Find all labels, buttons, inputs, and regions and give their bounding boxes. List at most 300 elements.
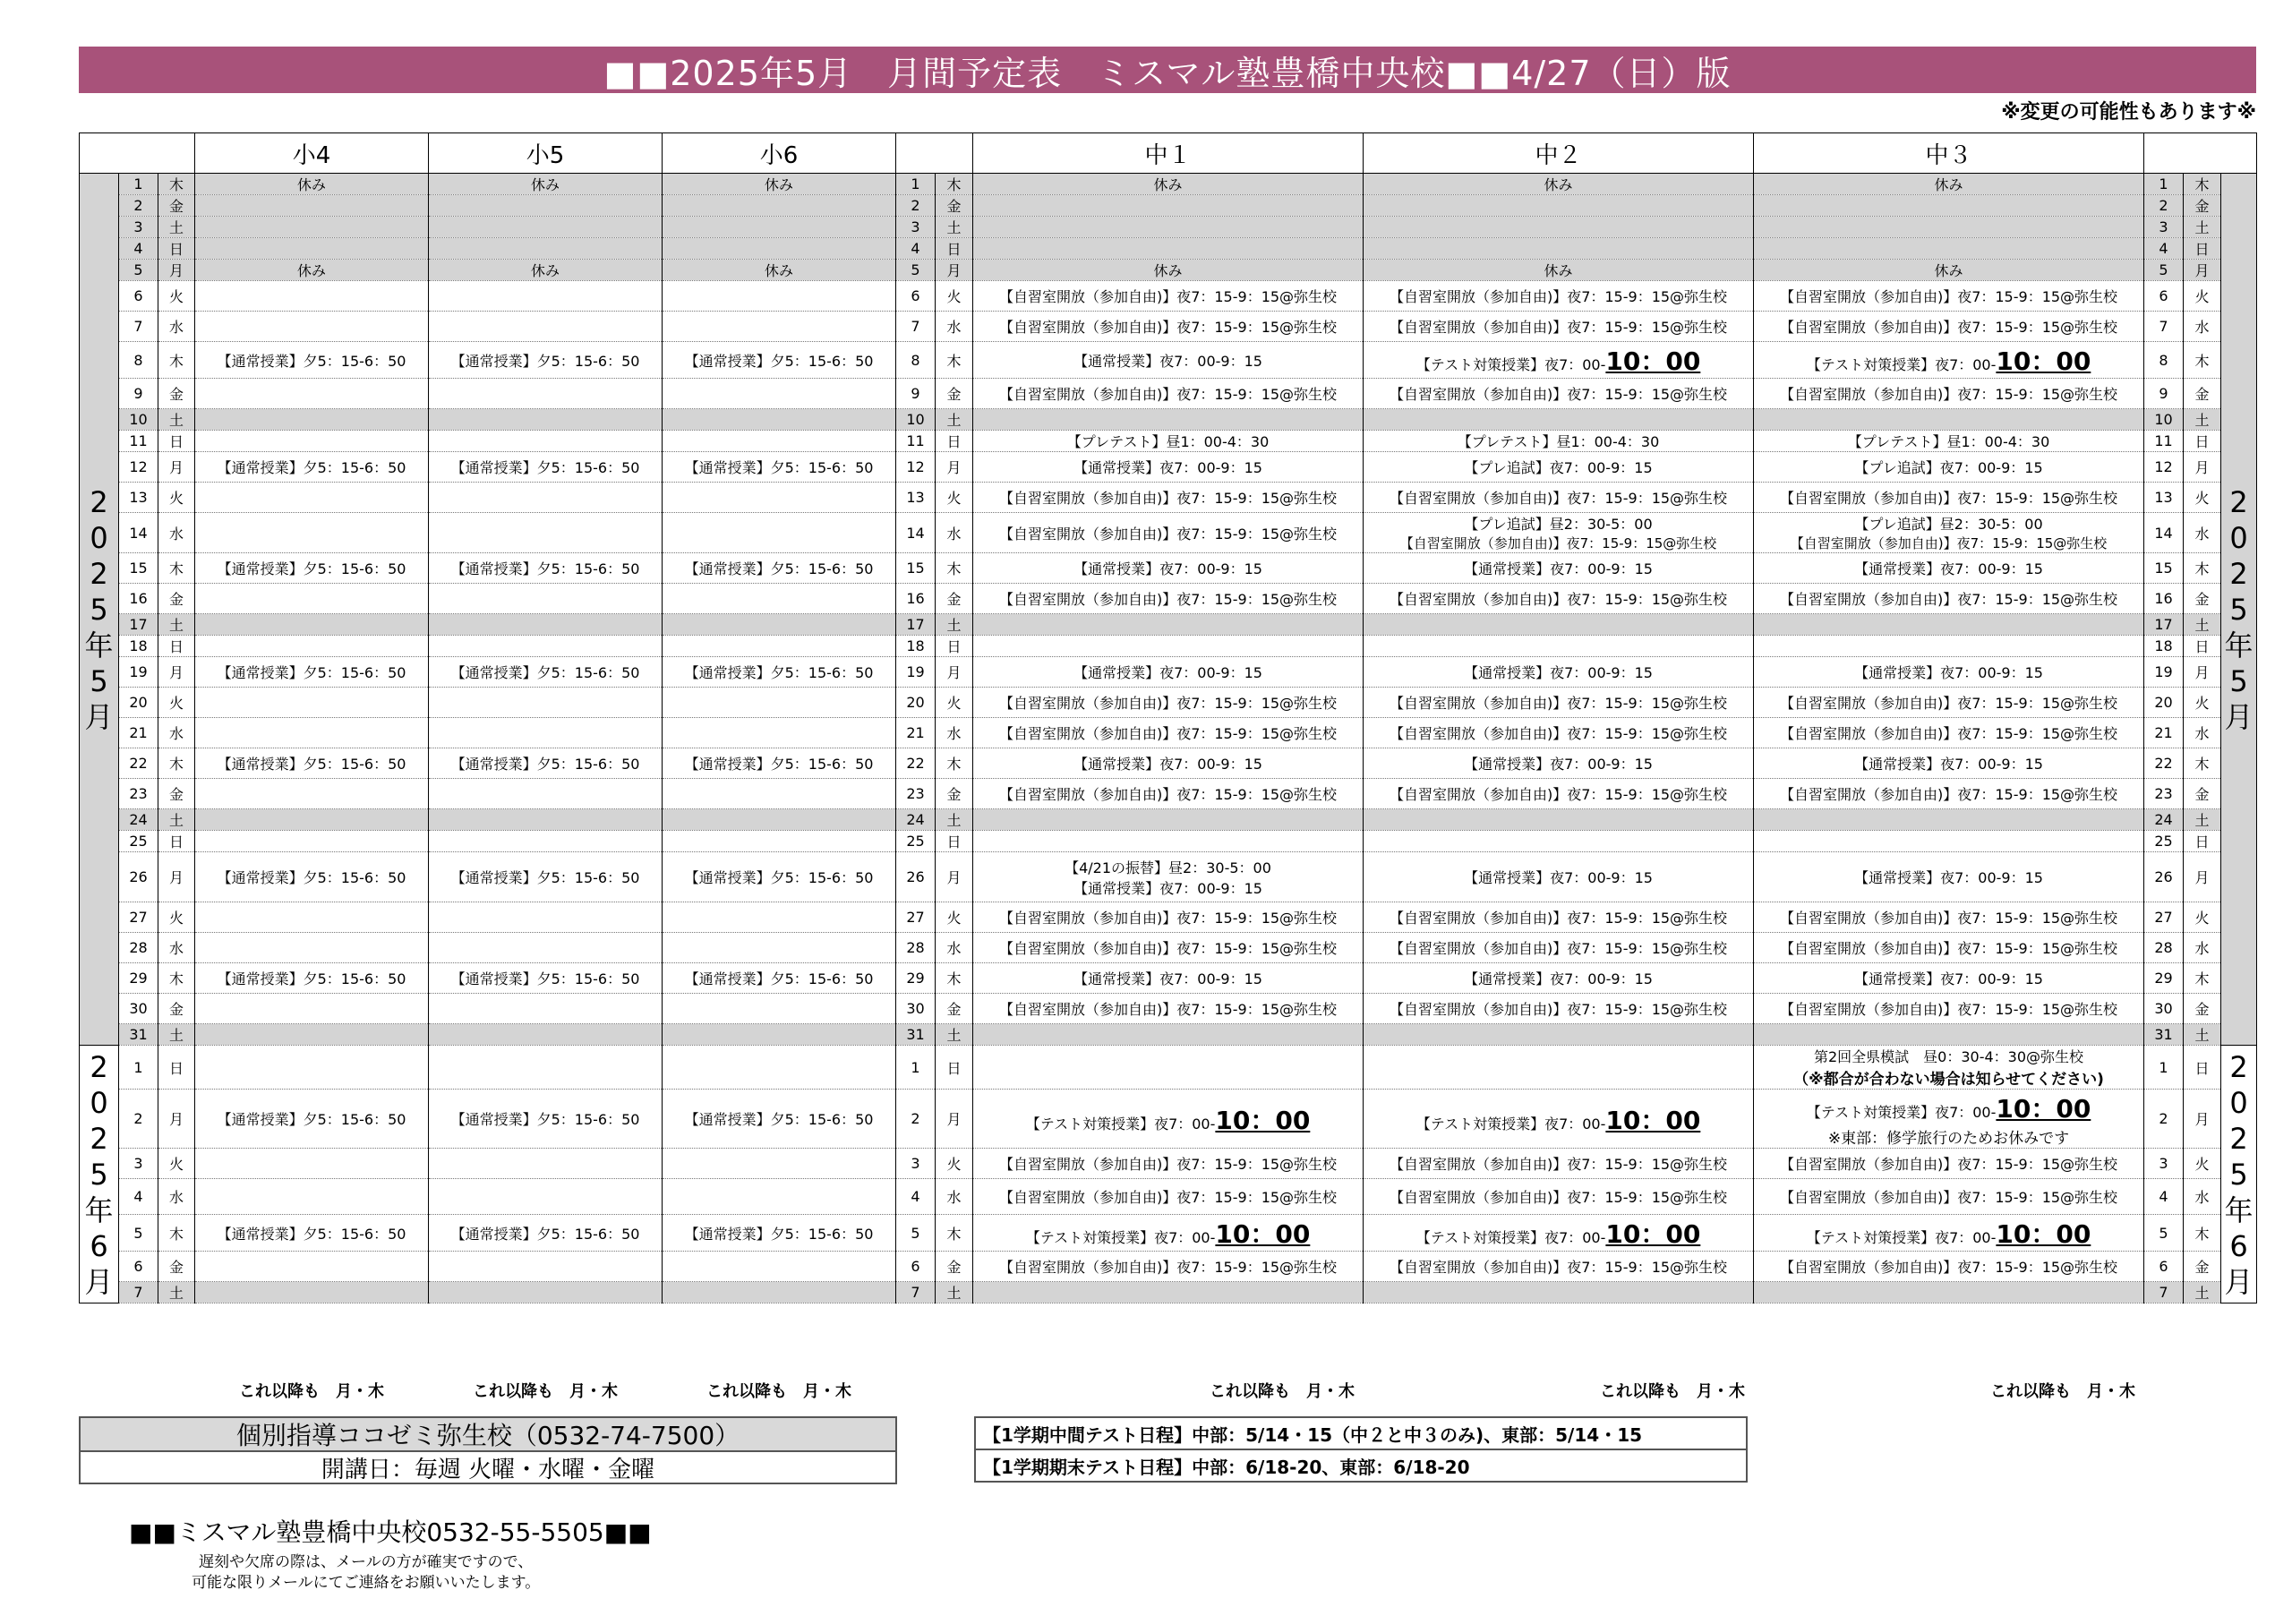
event-cell-m3 [1754, 452, 2144, 483]
event-cell-e4 [195, 748, 429, 779]
event-cell-m2 [1364, 963, 1754, 994]
weekday: 日 [158, 238, 195, 260]
weekday: 水 [158, 933, 195, 963]
table-row [80, 831, 2257, 852]
continue-note: これ以降も 月・木 [473, 1382, 618, 1401]
weekday: 日 [936, 238, 973, 260]
continue-note: これ以降も 月・木 [1990, 1382, 2135, 1401]
holiday-label: 休み [1153, 262, 1183, 279]
day-number: 25 [119, 831, 158, 852]
event-cell-m1 [973, 1046, 1364, 1090]
day-number: 15 [2144, 553, 2184, 584]
weekday: 月 [2184, 452, 2221, 483]
event-cell-e5 [429, 688, 663, 718]
event-cell-e6 [663, 688, 896, 718]
event-cell-e5 [429, 431, 663, 452]
holiday-label: 休み [765, 262, 794, 279]
day-number: 1 [119, 1046, 158, 1090]
day-number: 9 [119, 379, 158, 409]
weekday: 火 [158, 483, 195, 513]
weekday: 月 [936, 260, 973, 281]
weekday: 土 [936, 614, 973, 636]
holiday-label: 休み [531, 176, 560, 193]
self-study-event: 【自習室開放（参加自由)】夜7：15-9：15@弥生校 [1389, 725, 1728, 742]
self-study-event: 【自習室開放（参加自由)】夜7：15-9：15@弥生校 [1389, 1259, 1728, 1276]
event-cell-m3 [1754, 238, 2144, 260]
table-row [80, 994, 2257, 1024]
test-prep-event: 【テスト対策授業】夜7：00- [1806, 1229, 1997, 1246]
test-prep-event: 【テスト対策授業】夜7：00- [1806, 1104, 1997, 1121]
regular-class-event: 【通常授業】夜7：00-9：15 [1073, 459, 1262, 476]
day-number: 20 [896, 688, 936, 718]
day-number: 6 [2144, 281, 2184, 312]
schedule-table [79, 132, 2257, 1303]
event-cell-e6 [663, 1252, 896, 1282]
day-number: 29 [119, 963, 158, 994]
weekday: 木 [2184, 174, 2221, 195]
day-number: 11 [119, 431, 158, 452]
regular-class-event: 【通常授業】夕5：15-6：50 [450, 664, 640, 681]
day-number: 9 [2144, 379, 2184, 409]
weekday: 水 [158, 312, 195, 342]
event-cell-e4 [195, 1252, 429, 1282]
test-prep-event: 【テスト対策授業】夜7：00- [1025, 1115, 1216, 1133]
day-number: 12 [119, 452, 158, 483]
event-cell-e5 [429, 1282, 663, 1303]
weekday: 火 [936, 688, 973, 718]
col-header-e5: 小5 [429, 133, 663, 174]
self-study-event: 【自習室開放（参加自由)】夜7：15-9：15@弥生校 [1389, 1156, 1728, 1173]
event-cell-e4 [195, 584, 429, 614]
day-number: 27 [119, 902, 158, 933]
self-study-event: 【自習室開放（参加自由)】夜7：15-9：15@弥生校 [1779, 1189, 2118, 1206]
event-cell-m3 [1754, 852, 2144, 902]
self-study-event: 【自習室開放（参加自由)】夜7：15-9：15@弥生校 [998, 525, 1338, 543]
self-study-event: 【自習室開放（参加自由)】夜7：15-9：15@弥生校 [1779, 1259, 2118, 1276]
weekday: 土 [936, 409, 973, 431]
event-cell-e6 [663, 483, 896, 513]
weekday: 金 [936, 779, 973, 809]
event-cell-m3 [1754, 831, 2144, 852]
weekday: 土 [936, 1282, 973, 1303]
table-row [80, 779, 2257, 809]
test-prep-end-time: 10：00 [1605, 346, 1701, 376]
weekday: 土 [936, 1024, 973, 1046]
day-number: 23 [119, 779, 158, 809]
event-cell-m1 [973, 657, 1364, 688]
table-row [80, 809, 2257, 831]
weekday: 木 [158, 963, 195, 994]
test-prep-end-time: 10：00 [1215, 1219, 1311, 1249]
regular-class-event: 【通常授業】夜7：00-9：15 [1464, 869, 1653, 886]
self-study-event: 【自習室開放（参加自由)】夜7：15-9：15@弥生校 [1389, 490, 1728, 507]
event-cell-e6 [663, 312, 896, 342]
weekday: 土 [2184, 1282, 2221, 1303]
event-cell-e5 [429, 636, 663, 657]
event-cell-e5 [429, 513, 663, 553]
mock-exam-event: 第2回全県模試 昼0：30-4：30@弥生校 [1813, 1048, 2084, 1065]
weekday: 木 [2184, 342, 2221, 379]
day-number: 6 [119, 1252, 158, 1282]
day-number: 2 [896, 195, 936, 217]
event-cell-m2 [1364, 636, 1754, 657]
test-schedule-box [974, 1416, 1748, 1483]
self-study-event: 【自習室開放（参加自由)】夜7：15-9：15@弥生校 [998, 910, 1338, 927]
event-cell-e4 [195, 831, 429, 852]
weekday: 土 [2184, 217, 2221, 238]
day-number: 9 [896, 379, 936, 409]
day-number: 29 [896, 963, 936, 994]
table-row [80, 1090, 2257, 1149]
midterm-test-dates: 【1学期中間テスト日程】中部：5/14・15（中２と中３のみ)、東部：5/14・15 [983, 1423, 1643, 1446]
weekday: 金 [2184, 1252, 2221, 1282]
month-label-char: 2 [2229, 1049, 2248, 1084]
event-cell-m2 [1364, 831, 1754, 852]
table-row [80, 513, 2257, 553]
day-number: 19 [119, 657, 158, 688]
weekday: 金 [158, 1252, 195, 1282]
holiday-label: 休み [765, 176, 794, 193]
day-number: 22 [2144, 748, 2184, 779]
event-cell-m2 [1364, 342, 1754, 379]
weekday: 火 [936, 1149, 973, 1179]
table-row [80, 1149, 2257, 1179]
pretest-event: 【プレテスト】昼1：00-4：30 [1457, 433, 1660, 450]
weekday: 水 [936, 312, 973, 342]
self-study-event: 【自習室開放（参加自由)】夜7：15-9：15@弥生校 [1779, 695, 2118, 712]
table-row [80, 1252, 2257, 1282]
weekday: 月 [2184, 260, 2221, 281]
event-cell-e6 [663, 174, 896, 195]
event-cell-m3 [1754, 1024, 2144, 1046]
continue-note: これ以降も 月・木 [239, 1382, 384, 1401]
day-number: 30 [896, 994, 936, 1024]
weekday: 金 [158, 779, 195, 809]
table-row [80, 217, 2257, 238]
weekday: 木 [2184, 553, 2221, 584]
event-cell-m1 [973, 1215, 1364, 1252]
month-label-char: 5 [90, 1157, 108, 1192]
event-cell-m3 [1754, 614, 2144, 636]
weekday: 木 [936, 1215, 973, 1252]
weekday: 月 [2184, 1090, 2221, 1149]
event-cell-e4 [195, 688, 429, 718]
day-number: 4 [2144, 1179, 2184, 1215]
kokozemi-box [79, 1416, 897, 1484]
self-study-event: 【自習室開放（参加自由)】夜7：15-9：15@弥生校 [998, 319, 1338, 336]
weekday: 日 [936, 636, 973, 657]
event-cell-e6 [663, 614, 896, 636]
test-prep-end-time: 10：00 [1605, 1219, 1701, 1249]
test-prep-end-time: 10：00 [1996, 346, 2091, 376]
day-number: 25 [896, 831, 936, 852]
day-number: 16 [119, 584, 158, 614]
self-study-event: 【自習室開放（参加自由)】夜7：15-9：15@弥生校 [1779, 591, 2118, 608]
self-study-event: 【自習室開放（参加自由)】夜7：15-9：15@弥生校 [998, 1156, 1338, 1173]
event-cell-m3 [1754, 431, 2144, 452]
event-cell-m2 [1364, 409, 1754, 431]
event-cell-m3 [1754, 513, 2144, 553]
table-row [80, 933, 2257, 963]
makeup-test-event: 【プレ追試】夜7：00-9：15 [1464, 459, 1653, 476]
weekday: 火 [936, 902, 973, 933]
regular-class-event: 【通常授業】夜7：00-9：15 [1854, 869, 2043, 886]
day-number: 18 [2144, 636, 2184, 657]
weekday: 金 [936, 584, 973, 614]
event-cell-m2 [1364, 431, 1754, 452]
event-cell-m1 [973, 963, 1364, 994]
event-cell-m3 [1754, 312, 2144, 342]
weekday: 日 [2184, 238, 2221, 260]
month-label-char: 月 [2224, 1264, 2254, 1299]
final-test-dates: 【1学期期末テスト日程】中部：6/18-20、東部：6/18-20 [976, 1449, 1746, 1481]
weekday: 木 [2184, 748, 2221, 779]
mock-exam-note: （※都合が合わない場合は知らせてください) [1793, 1071, 2104, 1089]
weekday: 土 [158, 614, 195, 636]
weekday: 火 [158, 281, 195, 312]
day-number: 31 [896, 1024, 936, 1046]
day-number: 12 [2144, 452, 2184, 483]
event-cell-e4 [195, 312, 429, 342]
weekday: 月 [158, 657, 195, 688]
weekday: 土 [2184, 409, 2221, 431]
test-prep-end-time: 10：00 [1996, 1094, 2091, 1124]
makeup-test-event: 【プレ追試】昼2：30-5：00 [1854, 516, 2043, 533]
event-cell-e4 [195, 809, 429, 831]
weekday: 金 [936, 994, 973, 1024]
event-cell-m3 [1754, 1282, 2144, 1303]
month-label-char: 年 [84, 628, 114, 662]
event-cell-m1 [973, 636, 1364, 657]
test-prep-event: 【テスト対策授業】夜7：00- [1806, 356, 1997, 373]
event-cell-e6 [663, 994, 896, 1024]
event-cell-e4 [195, 483, 429, 513]
self-study-event: 【自習室開放（参加自由)】夜7：15-9：15@弥生校 [998, 490, 1338, 507]
event-cell-e5 [429, 657, 663, 688]
event-cell-m3 [1754, 1090, 2144, 1149]
event-cell-m2 [1364, 852, 1754, 902]
table-row [80, 1024, 2257, 1046]
day-number: 4 [2144, 238, 2184, 260]
table-row [80, 1282, 2257, 1303]
weekday: 火 [158, 688, 195, 718]
weekday: 土 [158, 1282, 195, 1303]
month-label-char: 2 [2229, 556, 2248, 591]
month-label-char: 5 [90, 663, 108, 698]
event-cell-m2 [1364, 1024, 1754, 1046]
event-cell-m1 [973, 513, 1364, 553]
event-cell-m3 [1754, 553, 2144, 584]
regular-class-event: 【通常授業】夕5：15-6：50 [684, 664, 874, 681]
day-number: 25 [2144, 831, 2184, 852]
col-header-e4: 小4 [195, 133, 429, 174]
event-cell-m3 [1754, 584, 2144, 614]
event-cell-e5 [429, 1179, 663, 1215]
event-cell-e5 [429, 281, 663, 312]
event-cell-e4 [195, 431, 429, 452]
event-cell-e5 [429, 217, 663, 238]
event-cell-e5 [429, 1149, 663, 1179]
table-row [80, 409, 2257, 431]
event-cell-e4 [195, 281, 429, 312]
table-row [80, 748, 2257, 779]
day-number: 27 [896, 902, 936, 933]
event-cell-e6 [663, 409, 896, 431]
month-label-char: 月 [2224, 699, 2254, 734]
event-cell-e4 [195, 1024, 429, 1046]
table-row [80, 260, 2257, 281]
weekday: 木 [936, 963, 973, 994]
header-row [80, 133, 2257, 174]
event-cell-e6 [663, 238, 896, 260]
school-contact: ■■ミスマル塾豊橋中央校0532-55-5505■■ [129, 1517, 652, 1547]
day-number: 13 [896, 483, 936, 513]
event-cell-e5 [429, 852, 663, 902]
event-cell-m1 [973, 431, 1364, 452]
event-cell-m1 [973, 1024, 1364, 1046]
col-header-e6: 小6 [663, 133, 896, 174]
weekday: 火 [2184, 688, 2221, 718]
event-cell-m1 [973, 217, 1364, 238]
day-number: 13 [2144, 483, 2184, 513]
regular-class-event: 【通常授業】夜7：00-9：15 [1073, 560, 1262, 577]
weekday: 日 [158, 431, 195, 452]
weekday: 木 [158, 342, 195, 379]
table-row [80, 584, 2257, 614]
event-cell-m2 [1364, 553, 1754, 584]
day-number: 19 [896, 657, 936, 688]
event-cell-e5 [429, 452, 663, 483]
month-label-char: 6 [90, 1228, 108, 1263]
event-cell-e6 [663, 1282, 896, 1303]
month-label-right [2221, 1046, 2257, 1303]
event-cell-e6 [663, 553, 896, 584]
holiday-label: 休み [1934, 176, 1963, 193]
weekday: 月 [158, 260, 195, 281]
contact-message-line: 可能な限りメールにてご連絡をお願いいたします。 [192, 1574, 541, 1592]
event-cell-e4 [195, 963, 429, 994]
day-number: 29 [2144, 963, 2184, 994]
weekday: 火 [2184, 281, 2221, 312]
day-number: 10 [2144, 409, 2184, 431]
day-number: 3 [896, 1149, 936, 1179]
weekday: 日 [2184, 636, 2221, 657]
day-number: 26 [896, 852, 936, 902]
day-number: 4 [119, 1179, 158, 1215]
weekday: 日 [158, 636, 195, 657]
regular-class-event: 【通常授業】夜7：00-9：15 [1854, 560, 2043, 577]
month-label-left [80, 174, 119, 1046]
header-blank [2144, 133, 2257, 174]
day-number: 14 [896, 513, 936, 553]
day-number: 7 [119, 1282, 158, 1303]
event-cell-m3 [1754, 342, 2144, 379]
day-number: 5 [896, 1215, 936, 1252]
event-cell-m2 [1364, 718, 1754, 748]
event-cell-m3 [1754, 994, 2144, 1024]
day-number: 4 [896, 1179, 936, 1215]
regular-class-event: 【通常授業】夜7：00-9：15 [1073, 756, 1262, 773]
event-cell-m2 [1364, 1179, 1754, 1215]
event-cell-e4 [195, 260, 429, 281]
title-banner: ■■2025年5月 月間予定表 ミスマル塾豊橋中央校■■4/27（日）版 [79, 47, 2256, 93]
test-prep-end-time: 10：00 [1996, 1219, 2091, 1249]
weekday: 日 [936, 1046, 973, 1090]
month-label-char: 年 [84, 1192, 114, 1227]
month-label-char: 0 [90, 1085, 108, 1120]
event-cell-e4 [195, 933, 429, 963]
event-cell-m2 [1364, 1282, 1754, 1303]
event-cell-e5 [429, 809, 663, 831]
day-number: 5 [119, 260, 158, 281]
event-cell-m1 [973, 195, 1364, 217]
month-label-right [2221, 174, 2257, 1046]
event-cell-m3 [1754, 260, 2144, 281]
regular-class-event: 【通常授業】夜7：00-9：15 [1854, 756, 2043, 773]
weekday: 金 [2184, 195, 2221, 217]
event-cell-m2 [1364, 1046, 1754, 1090]
event-cell-m1 [973, 379, 1364, 409]
self-study-event: 【自習室開放（参加自由)】夜7：15-9：15@弥生校 [998, 591, 1338, 608]
day-number: 18 [119, 636, 158, 657]
event-cell-e5 [429, 409, 663, 431]
event-cell-e5 [429, 483, 663, 513]
regular-class-event: 【通常授業】夜7：00-9：15 [1073, 879, 1262, 897]
weekday: 金 [2184, 584, 2221, 614]
day-number: 3 [2144, 1149, 2184, 1179]
day-number: 1 [119, 174, 158, 195]
weekday: 土 [2184, 614, 2221, 636]
self-study-event: 【自習室開放（参加自由)】夜7：15-9：15@弥生校 [1389, 288, 1728, 305]
table-row [80, 1046, 2257, 1090]
regular-class-event: 【通常授業】夕5：15-6：50 [450, 756, 640, 773]
regular-class-event: 【通常授業】夕5：15-6：50 [450, 1111, 640, 1128]
day-number: 2 [896, 1090, 936, 1149]
event-cell-m1 [973, 779, 1364, 809]
day-number: 8 [119, 342, 158, 379]
event-cell-m3 [1754, 1252, 2144, 1282]
event-cell-e4 [195, 718, 429, 748]
day-number: 28 [119, 933, 158, 963]
event-cell-e6 [663, 217, 896, 238]
event-cell-e5 [429, 1215, 663, 1252]
day-number: 1 [2144, 1046, 2184, 1090]
weekday: 金 [158, 379, 195, 409]
day-number: 31 [2144, 1024, 2184, 1046]
day-number: 3 [119, 217, 158, 238]
weekday: 月 [158, 452, 195, 483]
event-cell-e4 [195, 379, 429, 409]
event-cell-e6 [663, 963, 896, 994]
event-cell-e4 [195, 409, 429, 431]
table-row [80, 1215, 2257, 1252]
event-cell-m3 [1754, 174, 2144, 195]
event-cell-e5 [429, 994, 663, 1024]
weekday: 木 [158, 748, 195, 779]
table-row [80, 614, 2257, 636]
event-cell-m3 [1754, 1179, 2144, 1215]
table-row [80, 1179, 2257, 1215]
event-cell-e6 [663, 657, 896, 688]
weekday: 水 [936, 1179, 973, 1215]
self-study-event: 【自習室開放（参加自由)】夜7：15-9：15@弥生校 [1779, 786, 2118, 803]
regular-class-event: 【通常授業】夕5：15-6：50 [450, 970, 640, 987]
regular-class-event: 【通常授業】夕5：15-6：50 [217, 970, 406, 987]
self-study-event: 【自習室開放（参加自由)】夜7：15-9：15@弥生校 [1389, 695, 1728, 712]
event-cell-m1 [973, 281, 1364, 312]
event-cell-e6 [663, 584, 896, 614]
col-header-m3: 中３ [1754, 133, 2144, 174]
